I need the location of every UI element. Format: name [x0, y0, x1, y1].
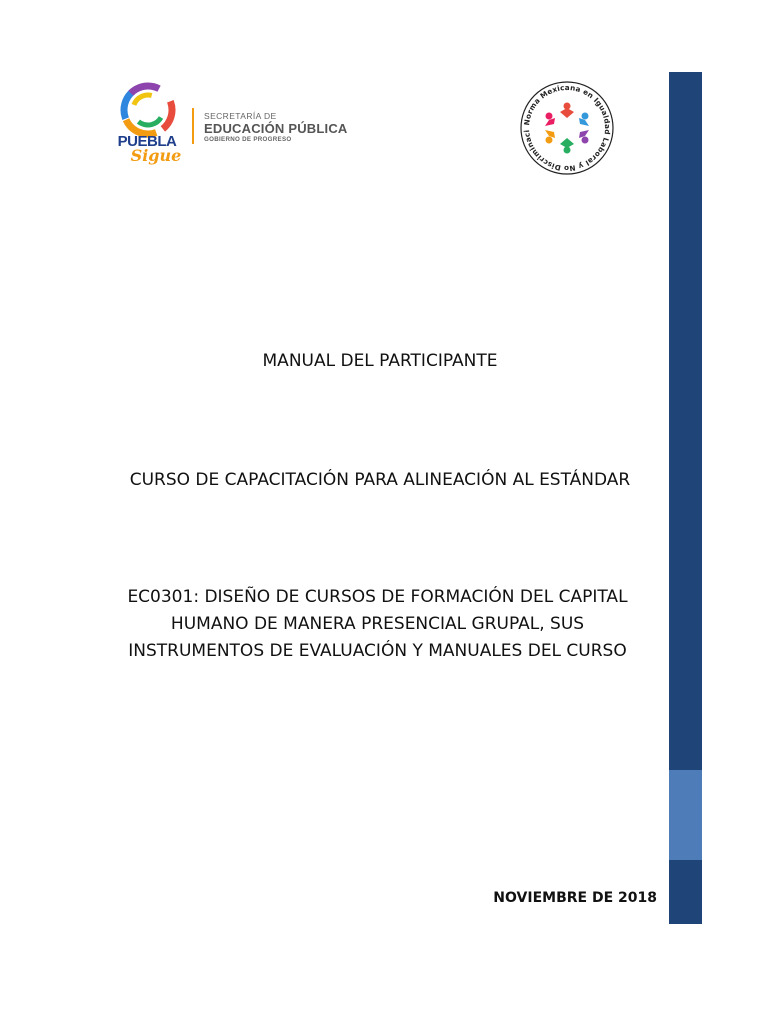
- sidebar-band-dark-top: [669, 72, 702, 770]
- government-slogan: GOBIERNO DE PROGRESO: [204, 136, 292, 143]
- standard-title-line: EC0301: DISEÑO DE CURSOS DE FORMACIÓN DEL CAPITAL: [127, 587, 628, 607]
- sigue-wordmark: Sigue: [130, 146, 182, 165]
- standard-title: [95, 584, 660, 665]
- secretaria-label: SECRETARÍA DE: [204, 111, 277, 121]
- puebla-swirl-icon: [112, 82, 184, 138]
- standard-title-line: INSTRUMENTOS DE EVALUACIÓN Y MANUALES DEL CURSO: [128, 641, 627, 661]
- puebla-wordmark: PUEBLA: [117, 133, 177, 150]
- logo-divider: [192, 108, 194, 144]
- seal-emblem-icon: [517, 78, 617, 178]
- standard-title-line: HUMANO DE MANERA PRESENCIAL GRUPAL, SUS: [170, 614, 585, 634]
- seal-ring-text: Norma Mexicana en Igualdad Laboral y No Discriminaci: [522, 82, 613, 174]
- manual-heading: MANUAL DEL PARTICIPANTE: [262, 351, 498, 371]
- publication-date: NOVIEMBRE DE 2018: [493, 890, 657, 906]
- sidebar-band-light: [669, 770, 702, 860]
- sep-logo-text: [204, 111, 348, 144]
- sidebar-band-dark-bottom: [669, 860, 702, 924]
- dependency-name: EDUCACIÓN PÚBLICA: [204, 121, 348, 136]
- igualdad-laboral-seal: [517, 78, 617, 178]
- course-title: CURSO DE CAPACITACIÓN PARA ALINEACIÓN AL ESTÁNDAR: [129, 470, 631, 490]
- puebla-logo: [112, 82, 192, 168]
